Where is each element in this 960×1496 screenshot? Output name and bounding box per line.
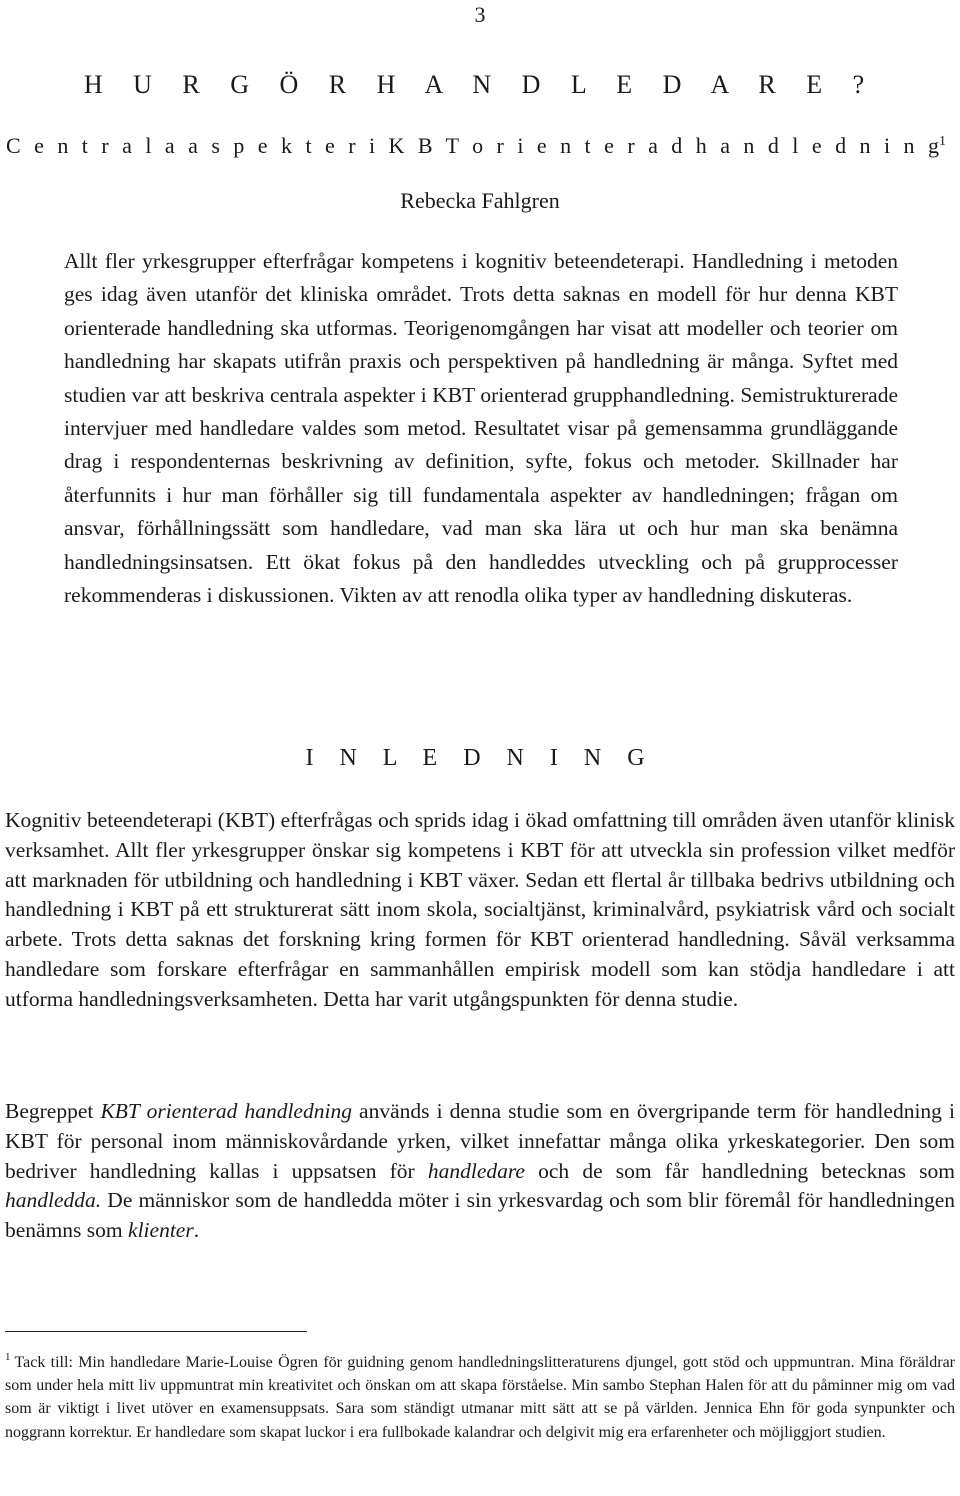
term-klienter: klienter [128,1218,194,1243]
intro-paragraph-1: Kognitiv beteendeterapi (KBT) efterfrågas och sprids idag i ökad omfattning till områden även utanför klinisk verksamhet. Allt fler yrkesgrupper önskar sig kompetens i KBT för att utveckla sin profession vilket medför att marknaden för utbildning och handledning i KBT växer. Sedan ett flertal år tillbaka bedrivs utbildning och handledning i KBT på ett strukturerat sätt inom skola, socialtjänst, kriminalvård, psykiatrisk vård och socialt arbete. Trots detta saknas det forskning kring formen för KBT orienterad handledning. Såväl verksamma handledare som forskare efterfrågar en sammanhållen empirisk modell som kan stödja handledare i att utforma handledningsverksamheten. Detta har varit utgångspunkten för denna studie. [5,808,955,1011]
subtitle-text: C e n t r a l a a s p e k t e r i K B T o r i e n t e r a d h a n d l e d n i n g [6,133,939,158]
term-kbt-orienterad-handledning: KBT orienterad handledning [100,1099,352,1123]
footnote-marker: 1 [5,1351,11,1363]
text-segment: . [193,1218,200,1243]
footnote-divider [5,1331,307,1332]
term-handledda: handledda. [5,1188,102,1213]
footnote-text: Tack till: Min handledare Marie-Louise Ögren för guidning genom handledningslitteraturens djungel, gott stöd och uppmuntran. Mina föräldrar som under hela mitt liv uppmuntrat min kreativitet och önskan om att skapa förståelse. Min sambo Stephan Halen för att du påminner mig om vad som är viktigt i livet utöver en examensuppsats. Sara som ständigt utmanar mitt sätt att se på världen. Jennica Ehn för goda synpunkter och noggrann korrektur. Er handledare som skapat luckor i era fullbokade kalandrar och delgivit mig era erfarenheter och möjliggjort studien. [5,1354,955,1441]
text-segment: Begreppet [5,1099,101,1123]
footnote-reference: 1 [939,134,946,149]
text-segment: och de som får handledning betecknas som [524,1158,955,1183]
page-title: H U R G Ö R H A N D L E D A R E ? [83,70,877,99]
text-segment: De människor som de handledda möter i sin yrkesvardag och som blir föremål för handledningen benämns som [5,1188,955,1243]
term-handledare: handledare [427,1158,525,1183]
page-number: 3 [474,2,486,27]
text-segment: används i denna studie som en övergripande term för handledning i KBT för personal inom människovårdande yrken, vilket innefattar många olika yrkeskategorier. Den som bedriver handledning kallas i uppsatsen för [5,1099,955,1183]
author-name: Rebecka Fahlgren [400,188,560,213]
subtitle [6,128,946,160]
footnote [5,1346,955,1444]
abstract-paragraph: Allt fler yrkesgrupper efterfrågar kompetens i kognitiv beteendeterapi. Handledning i metoden ges idag även utanför det kliniska området. Trots detta saknas en modell för hur denna KBT orienterade handledning ska utformas. Teorigenomgången har visat att modeller och teorier om handledning har skapats utifrån praxis och perspektiven på handledning är många. Syftet med studien var att beskriva centrala aspekter i KBT orienterad grupphandledning. Semistrukturerade intervjuer med handledare valdes som metod. Resultatet visar på gemensamma grundläggande drag i respondenternas beskrivning av definition, syfte, fokus och metoder. Skillnader har återfunnits i hur man förhåller sig till fundamentala aspekter av handledningen; frågan om ansvar, förhållningssätt som handledare, vad man ska lära ut och hur man ska benämna handledningsinsatsen. Ett ökat fokus på den handleddes utveckling och på grupprocesser rekommenderas i diskussionen. Vikten av att renodla olika typer av handledning diskuteras. [64,249,898,608]
section-heading-inledning: I N L E D N I N G [305,745,655,771]
intro-paragraph-2 [5,1097,955,1246]
